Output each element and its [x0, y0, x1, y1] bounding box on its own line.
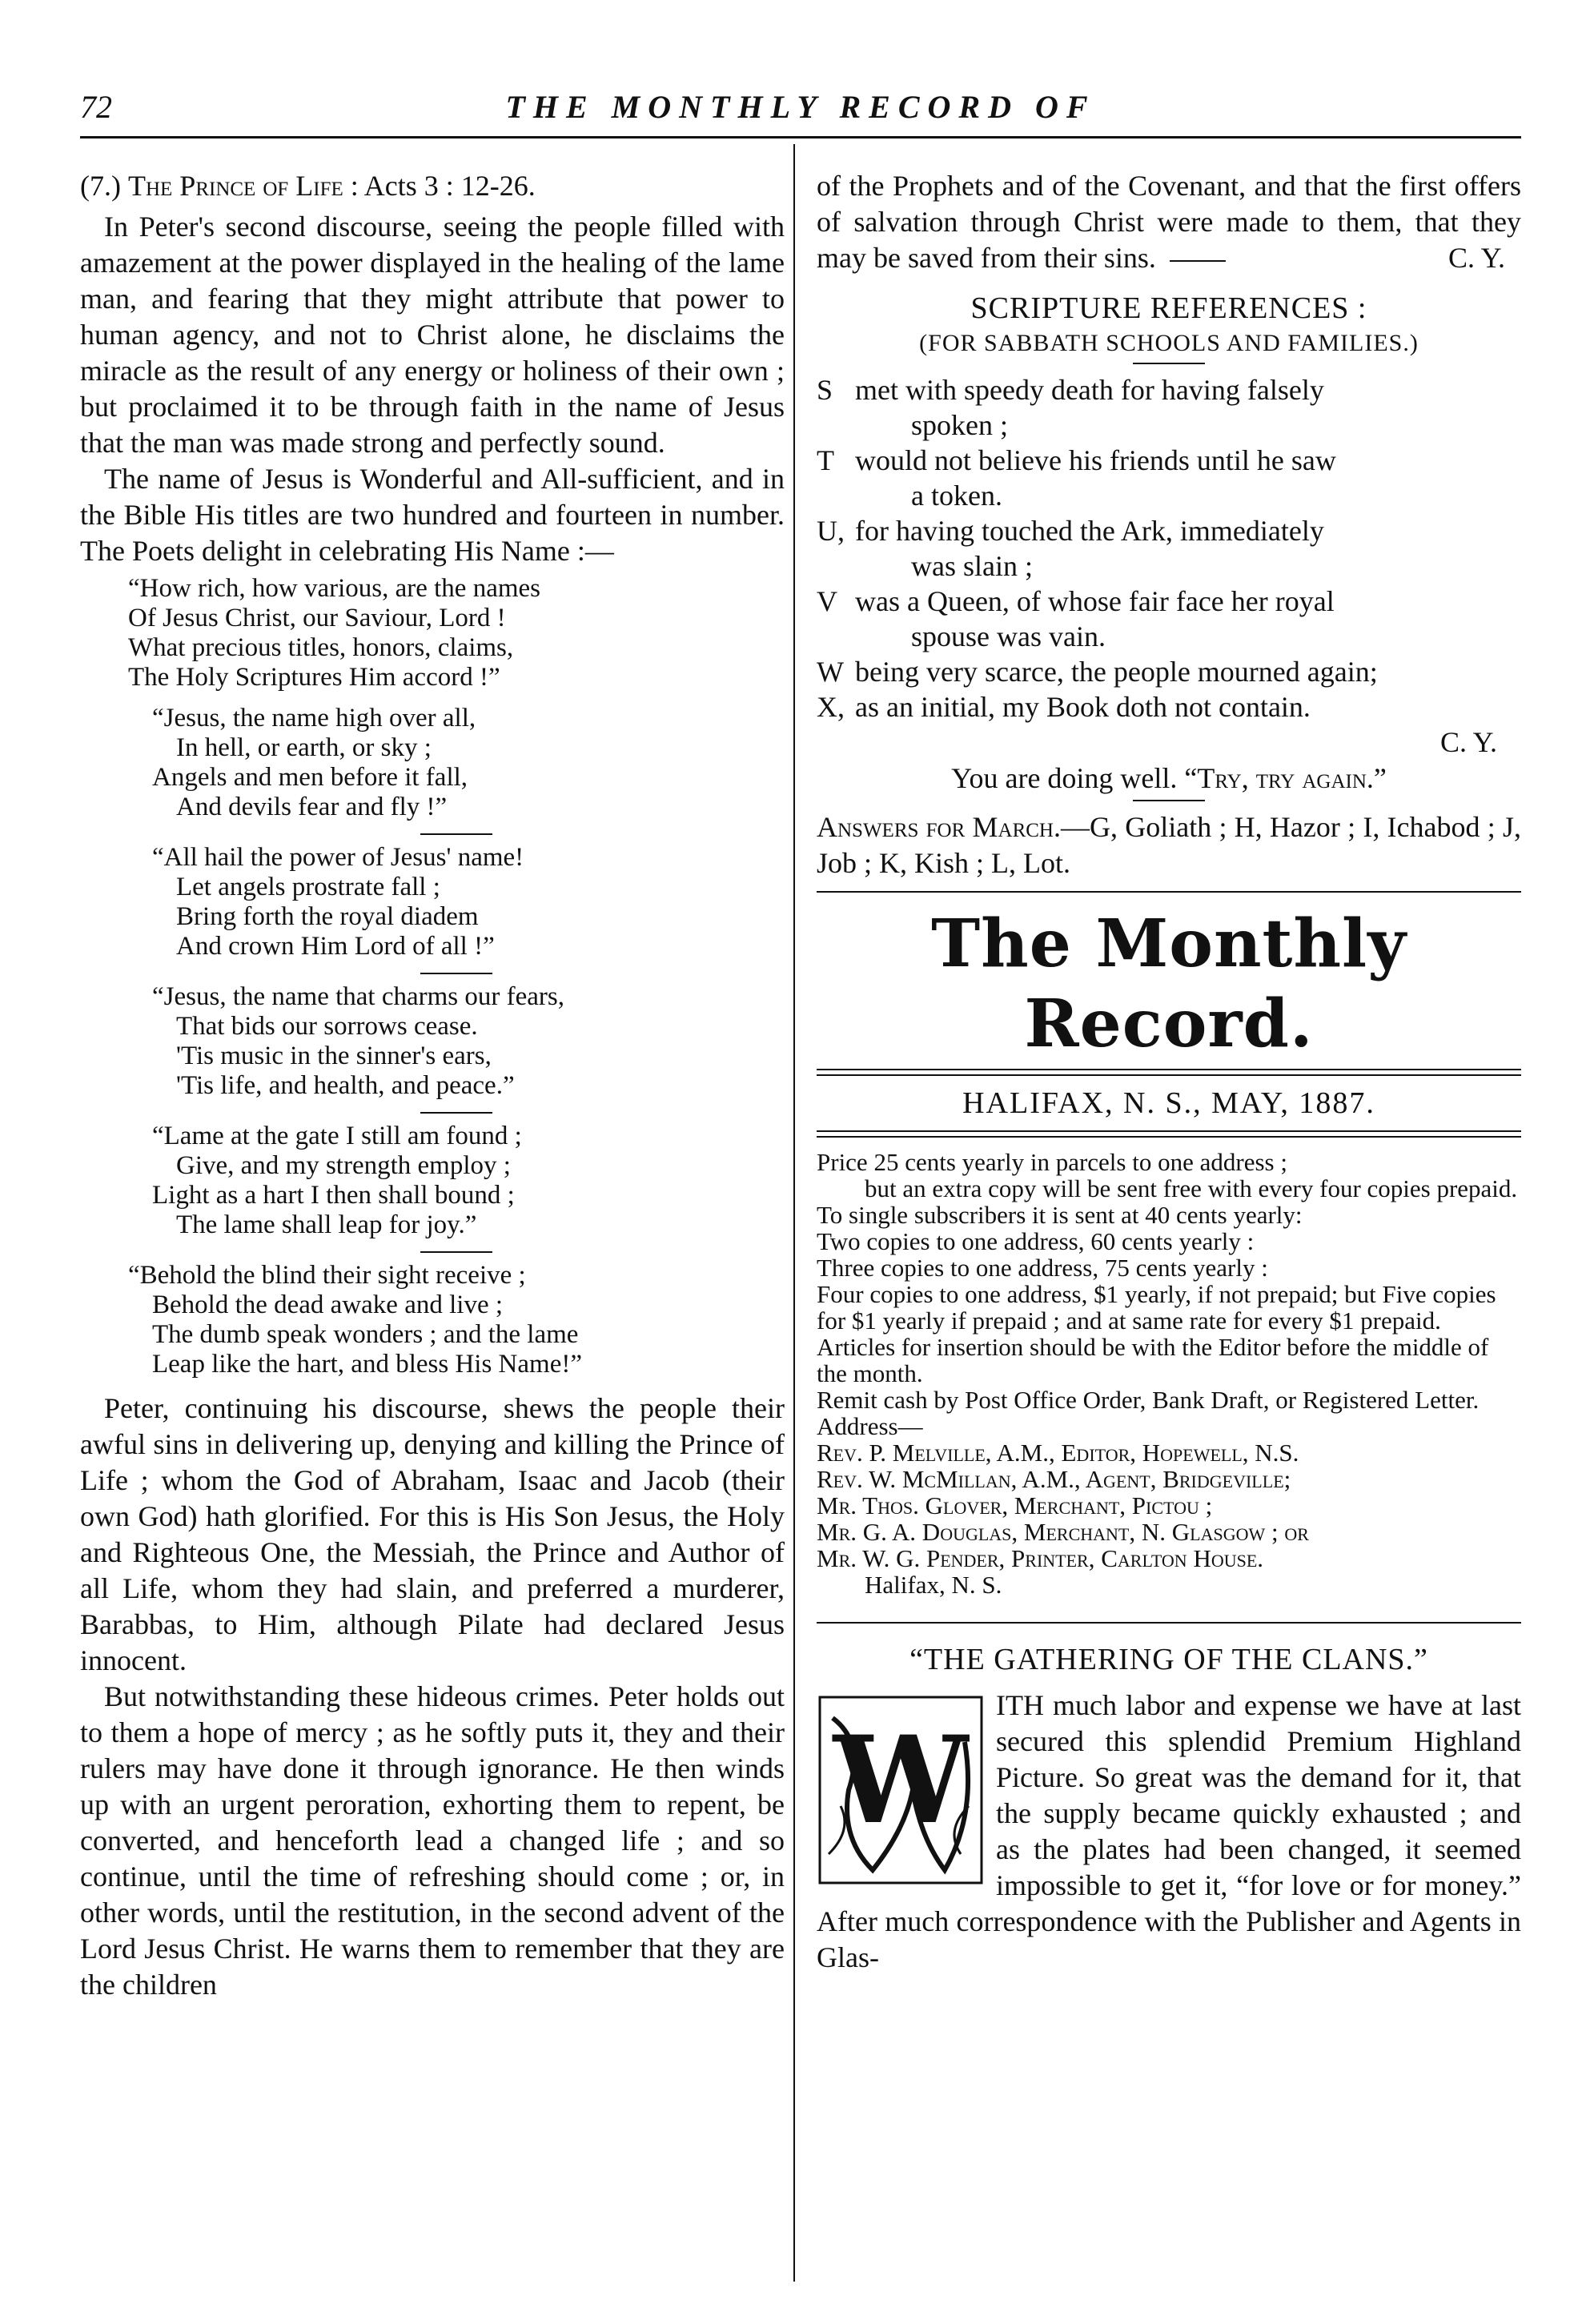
verse-line: Light as a hart I then shall bound ; — [152, 1181, 515, 1210]
masthead-top-rule — [817, 891, 1521, 893]
address-line: Mr. G. A. Douglas, Merchant, N. Glasgow ; or — [817, 1518, 1309, 1546]
terms-line: Price 25 cents yearly in parcels to one address ; — [817, 1148, 1287, 1176]
stanza-rule — [420, 973, 492, 974]
reference-line: would not believe his friends until he saw — [855, 444, 1336, 476]
terms-line: To single subscribers it is sent at 40 cents yearly: — [817, 1201, 1303, 1229]
article-text: ITH much labor and expense we have at last secured this splendid Premium Highland Picture. So great was the demand for it, that the supply became quickly exhausted ; and as the plates had been changed, it seemed impossible to get it, “for love or for money.” After much correspondence with the Publisher and Agents in Glas- — [817, 1689, 1521, 1973]
terms-bottom-rule — [817, 1622, 1521, 1624]
paragraph: In Peter's second discourse, seeing the people filled with amazement at the power displayed in the healing of the lame man, and fearing that they might attribute that power to human agency, and not to Christ alone, he disclaims the miracle as the result of any energy or holiness of their own ; but proclaimed it to be through faith in the name of Jesus that the man was made strong and perfectly sound. — [80, 211, 785, 459]
verse-line: Bring forth the royal diadem — [176, 902, 479, 931]
dash-rule — [1170, 260, 1226, 262]
reference-text — [855, 443, 1521, 513]
hymn-quotations — [80, 574, 785, 1379]
dateline-double-rule — [817, 1130, 1521, 1138]
section-heading — [80, 168, 785, 204]
column-divider — [793, 144, 795, 2282]
encouragement — [817, 761, 1521, 797]
reference-line: being very scarce, the people mourned again; — [855, 656, 1378, 688]
verse-line: 'Tis life, and health, and peace.” — [176, 1071, 515, 1100]
heading-number: (7.) — [80, 170, 121, 202]
verse-line: Behold the dead awake and live ; — [152, 1290, 504, 1319]
reference-line: was slain ; — [911, 550, 1033, 582]
masthead-double-rule — [817, 1069, 1521, 1076]
references-subtitle: (FOR SABBATH SCHOOLS AND FAMILIES.) — [919, 330, 1419, 356]
verse-line: “How rich, how various, are the names — [128, 574, 540, 603]
stanza-rule — [420, 1112, 492, 1114]
reference-letter: X, — [817, 691, 845, 723]
verse-line: That bids our sorrows cease. — [176, 1012, 478, 1041]
reference-item — [817, 372, 1521, 443]
page-number: 72 — [80, 89, 112, 125]
terms-line: Articles for insertion should be with the Editor before the middle of the month. — [817, 1333, 1489, 1387]
reference-letter: T — [817, 444, 834, 476]
drop-cap — [817, 1694, 985, 1886]
heading-title: The Prince of Life : — [127, 170, 359, 202]
header-rule — [80, 136, 1521, 138]
verse-line: “Jesus, the name high over all, — [152, 704, 476, 733]
reference-item — [817, 584, 1521, 654]
verse-line: In hell, or earth, or sky ; — [176, 733, 432, 762]
stanza-rule — [420, 833, 492, 835]
reference-text — [855, 513, 1521, 584]
reference-letter: U, — [817, 515, 845, 547]
stanza — [128, 982, 785, 1101]
verse-line: 'Tis music in the sinner's ears, — [176, 1042, 492, 1070]
dateline: HALIFAX, N. S., MAY, 1887. — [962, 1086, 1375, 1120]
terms-line: but an extra copy will be sent free with every four copies prepaid. — [865, 1174, 1518, 1202]
page-header — [80, 88, 1521, 133]
signature: C. Y. — [1447, 242, 1505, 274]
references-rule — [1133, 363, 1205, 364]
address-line: Mr. Thos. Glover, Merchant, Pictou ; — [817, 1491, 1213, 1519]
paragraph: The name of Jesus is Wonderful and All-sufficient, and in the Bible His titles are two hundred and fourteen in number. The Poets delight in celebrating His Name :— — [80, 463, 785, 567]
continued-text: of the Prophets and of the Covenant, and that the first offers of salvation through Christ were made to them, that they may be saved from their sins. — [817, 170, 1521, 274]
paragraph: But notwithstanding these hideous crimes. Peter holds out to them a hope of mercy ; as he softly puts it, they and their rulers may have done it through ignorance. He then winds up with an urgent peroration, exhorting them to repent, be converted, and henceforth lead a changed life ; and so continue, until the time of refreshing should come ; or, in other words, until the restitution, in the second advent of the Lord Jesus Christ. He warns them to remember that they are the children — [80, 1680, 785, 2001]
verse-line: And crown Him Lord of all !” — [176, 932, 495, 961]
verse-line: Leap like the hart, and bless His Name!” — [152, 1350, 582, 1379]
reference-letter: V — [817, 585, 837, 617]
terms-line: Three copies to one address, 75 cents yearly : — [817, 1254, 1268, 1282]
answers-rule — [1133, 800, 1205, 801]
answers-label: Answers for March. — [817, 811, 1061, 843]
running-title: THE MONTHLY RECORD OF — [505, 89, 1096, 125]
stanza-rule — [420, 1251, 492, 1253]
verse-line: “All hail the power of Jesus' name! — [152, 843, 524, 872]
reference-line: met with speedy death for having falsely — [855, 374, 1324, 406]
continued-paragraph — [817, 168, 1521, 276]
references-title: SCRIPTURE REFERENCES : — [970, 291, 1367, 325]
try-again: “Try, try again.” — [1184, 762, 1387, 794]
verse-line: Let angels prostrate fall ; — [176, 873, 440, 901]
heading-reference: Acts 3 : 12-26. — [363, 170, 536, 202]
terms-line: Two copies to one address, 60 cents yearly : — [817, 1227, 1255, 1255]
reference-item — [817, 689, 1521, 724]
reference-line: spoken ; — [911, 409, 1008, 441]
paragraph: Peter, continuing his discourse, shews the people their awful sins in delivering up, denying and killing the Prince of Life ; whom the God of Abraham, Isaac and Jacob (their own God) hath glorified. For this is His Son Jesus, the Holy and Righteous One, the Messiah, the Prince and Author of all Life, whom they had slain, and preferred a murderer, Barabbas, to Him, although Pilate had declared Jesus innocent. — [80, 1392, 785, 1676]
stanza — [128, 574, 785, 692]
verse-line: “Lame at the gate I still am found ; — [152, 1122, 522, 1150]
masthead: The Monthly Record. — [931, 905, 1407, 1062]
reference-text — [855, 689, 1521, 724]
drop-cap-letter: W — [833, 1710, 969, 1851]
verse-line: Of Jesus Christ, our Saviour, Lord ! — [128, 604, 506, 632]
verse-line: “Jesus, the name that charms our fears, — [152, 982, 564, 1011]
verse-line: What precious titles, honors, claims, — [128, 633, 514, 662]
answers — [817, 809, 1521, 881]
reference-line: spouse was vain. — [911, 620, 1106, 652]
stanza — [128, 1122, 785, 1240]
verse-line: The dumb speak wonders ; and the lame — [152, 1320, 579, 1349]
answers-text: —G, Goliath ; H, Hazor ; I, Ichabod ; J, Job ; K, Kish ; L, Lot. — [817, 811, 1521, 879]
reference-line: a token. — [911, 480, 1002, 512]
subscription-terms — [817, 1149, 1521, 1598]
terms-line: Four copies to one address, $1 yearly, if not prepaid; but Five copies for $1 yearly if prepaid ; and at same rate for every $1 prepaid. — [817, 1280, 1496, 1335]
reference-item — [817, 443, 1521, 513]
reference-letter: W — [817, 656, 844, 688]
address-line: Rev. P. Melville, A.M., Editor, Hopewell, N.S. — [817, 1439, 1299, 1467]
address-line: Halifax, N. S. — [865, 1571, 1002, 1599]
verse-line: The lame shall leap for joy.” — [176, 1210, 477, 1239]
reference-item — [817, 654, 1521, 689]
reference-line: as an initial, my Book doth not contain. — [855, 691, 1311, 723]
references-signature: C. Y. — [1439, 726, 1497, 758]
stanza — [128, 843, 785, 961]
address-line: Rev. W. McMillan, A.M., Agent, Bridgeville; — [817, 1465, 1291, 1493]
reference-text — [855, 372, 1521, 443]
reference-text — [855, 584, 1521, 654]
terms-line: Remit cash by Post Office Order, Bank Draft, or Registered Letter. Address— — [817, 1386, 1480, 1440]
stanza — [128, 704, 785, 822]
encouragement-text: You are doing well. — [951, 762, 1178, 794]
stanza — [128, 1261, 785, 1379]
reference-letter: S — [817, 374, 833, 406]
reference-line: was a Queen, of whose fair face her royal — [855, 585, 1335, 617]
address-line: Mr. W. G. Pender, Printer, Carlton House. — [817, 1544, 1264, 1572]
verse-line: Angels and men before it fall, — [152, 763, 468, 792]
article-body — [817, 1688, 1521, 1976]
verse-line: And devils fear and fly !” — [176, 793, 448, 821]
article-title: “THE GATHERING OF THE CLANS.” — [909, 1643, 1428, 1676]
reference-line: for having touched the Ark, immediately — [855, 515, 1324, 547]
left-column — [80, 168, 785, 2003]
reference-text — [855, 654, 1521, 689]
ornamental-w-icon — [817, 1694, 985, 1886]
reference-item — [817, 513, 1521, 584]
verse-line: The Holy Scriptures Him accord !” — [128, 663, 500, 692]
right-column — [817, 168, 1521, 1976]
references-list — [817, 372, 1521, 724]
verse-line: “Behold the blind their sight receive ; — [128, 1261, 526, 1290]
verse-line: Give, and my strength employ ; — [176, 1151, 511, 1180]
